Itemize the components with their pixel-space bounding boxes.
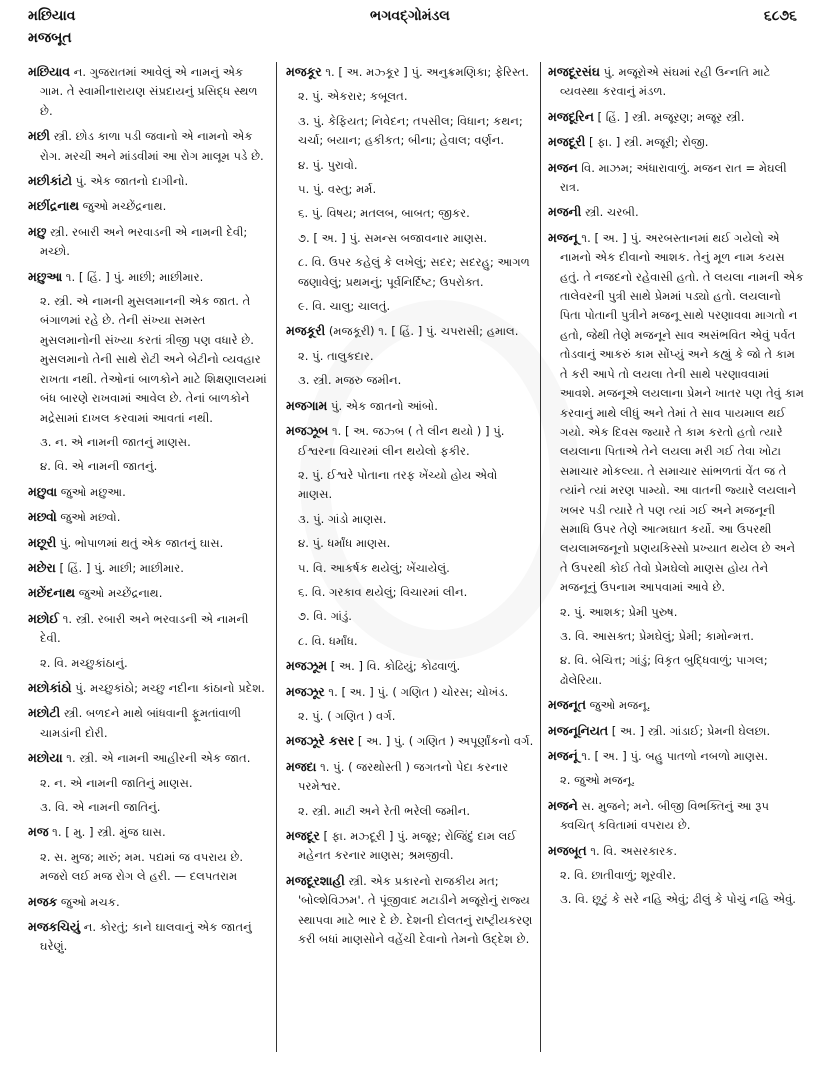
column-1 [28,62,268,962]
definition-text: ૨. વિ. મચ્છુકાંઠાનું. [40,655,128,670]
definition-text: વિ. માઝમ; અંધારાવાળું. મજન રાત = મેઘલી રાત્ર. [560,160,787,195]
dictionary-entry [28,126,268,166]
definition-text: ૧. પું. ( જરથોસ્તી ) જગતનો પેદા કરનાર પરમેશ્વર. [298,759,509,794]
definition-text: ૯. વિ. ચાલુ; ચાલતું. [298,299,391,314]
definition-text: સ. મુજને; મને. બીજી વિભક્તિનું આ રૂપ ક્વચિત્ કવિતામાં વપરાય છે. [560,798,769,833]
dictionary-entry [28,482,268,502]
dictionary-entry [28,892,268,912]
headword: મછ્વો [28,509,57,525]
headword: મછી [28,128,50,144]
dictionary-entry [286,421,534,461]
headword: મછીકાંટો [28,173,72,189]
headword: મછૂરી [28,534,57,550]
headword: મજદૂર [286,828,320,843]
dictionary-entry [28,507,268,527]
headword: મજકૂર [286,64,322,79]
definition-text: ૨. સ્ત્રી. માટી અને રેતી ભરેલી જમીન. [298,803,471,818]
headword: મજદૂરસંઘ [548,64,600,79]
definition-text: પું. એક જાતનો દાગીનો. [75,174,189,189]
dictionary-entry [548,721,804,741]
definition-text: જુઓ મછુઆ. [60,484,126,499]
entry-sense [286,297,534,316]
definition-text: ૧. [ અ. ] પું. ( ગણિત ) ચોરસ; ચોખંડ. [328,684,509,699]
definition-text: ૨. પું. એકરાર; કબૂલત. [298,89,408,104]
page-number: ૬૮૭૬ [763,8,797,24]
definition-text: સ્ત્રી. એક પ્રકારનો રાજકીય મત; 'બોલ્શેવિઝમ'. તે પૂંજીવાદ મટાડીને મજૂરોનું રાજ્ય સ્થાપવા માટે ભાર દે છે. દેશની દોલતનું રાષ્ટ્રીયકરણ કરી બધાં માણસોને વહેંચી દેવાનો તેમનો ઉદ્દેશ છે. [298,873,533,947]
column-divider [276,62,277,1052]
definition-text: ૩. વિ. એ નામની જાતિનું. [40,800,161,814]
definition-text: [ ફા. ] સ્ત્રી. મજૂરી; રોજી. [589,135,709,150]
headword: મજદૂરશાહી [286,872,345,888]
entry-sense [28,292,268,428]
headword: મછોટી [28,705,61,721]
definition-text: ૬. વિ. ગરકાવ થયેલું; વિચારમાં લીન. [298,584,468,599]
definition-text: ૧. [ મુ. ] સ્ત્રી. મુંજ ઘાસ. [52,825,166,840]
entry-sense [28,798,268,817]
entry-sense [286,253,534,292]
definition-text: ૧. વિ. અસરકારક. [590,843,678,858]
guide-word-first: મછિયાવ [28,8,76,24]
entry-sense [286,559,534,578]
definition-text: ૨. પું. ( ગણિત ) વર્ગ. [298,708,396,723]
definition-text: ૨. વિ. છાતીવાળું; શૂરવીર. [560,868,677,883]
entry-sense [548,603,804,622]
definition-text: [ હિં. ] સ્ત્રી. મજૂરણ; મજૂર સ્ત્રી. [597,109,745,124]
dictionary-entry [548,695,804,715]
entry-sense [286,156,534,175]
entry-sense [548,771,804,790]
dictionary-entry [28,917,268,957]
entry-sense [286,707,534,726]
definition-text: (મજકૂરી) ૧. [ હિં. ] પું. ચપરાસી; હમાલ. [328,324,519,339]
entry-sense [286,632,534,651]
definition-text: ૨. સ્ત્રી. એ નામની મુસલમાનની એક જાત. તે બંગાળમાં રહે છે. તેની સંખ્યા સમસ્ત મુસલમાનોની સંખ્યા કરતાં ત્રીજી પણ વધારે છે. મુસલમાનો તેની સાથે રોટી અને બેટીનો વ્યવહાર રાખતા નથી. તેઓનાં બાળકોને માટે શિક્ષણાલયમાં બંધ બારણે રાખવામાં આવેલ છે. તેનાં બાળકોને મદ્રેસામાં દાખલ કરવામાં આવતાં નથી. [40,294,267,425]
dictionary-entry [286,731,534,751]
entry-sense [286,371,534,390]
definition-text: ૪. વિ. એ નામની જાતનું. [40,459,158,474]
definition-text: ૧. [ અ. જઝ્બ ( તે લીન થયો ) ] પું. ઈશ્વરના વિચારમાં લીન થયેલો ફકીર. [298,424,505,458]
headword: મજઝૂબ [286,423,329,439]
dictionary-entry [28,62,268,121]
guide-word-last: મજબૂત [28,30,72,46]
definition-text: ૩. સ્ત્રી. મજરુ જમીન. [298,373,402,388]
dictionary-entry [548,107,804,127]
definition-text: ૩. પું. કેફિયત; નિવેદન; તપસીલ; વિધાન; કથન; ચર્ચા; બયાન; હકીકત; બીના; હેવાલ; વર્ણન. [298,113,523,148]
dictionary-entry [28,533,268,553]
headword: મજનૂનિયત [548,722,609,738]
dictionary-entry [28,558,268,578]
definition-text: ૫. પું. વસ્તુ; મર્મ. [298,182,377,197]
definition-text: સ્ત્રી. ચરબી. [584,205,639,220]
column-2 [286,62,534,954]
dictionary-entry [28,609,268,649]
headword: મજનૂ [548,229,578,245]
definition-text: ૩. પું. ગાંડો માણસ. [298,511,387,526]
entry-sense [286,180,534,199]
headword: મજબૂત [548,842,587,858]
definition-text: ૨. પું. ઈશ્વરે પોતાના તરફ ખેંચ્યો હોય એવો માણસ. [298,467,498,502]
dictionary-entry [28,171,268,191]
entry-sense [286,802,534,821]
dictionary-entry [28,748,268,768]
headword: મછીંદ્રનાથ [28,198,79,214]
column-3 [548,62,804,915]
entry-sense [28,654,268,673]
dictionary-entry [28,583,268,603]
definition-text: ૮. વિ. ઉપર કહેલું કે લખેલું; સદર; સદરહુ; આગળ જણાવેલું; પ્રથમનું; પૂર્વનિર્દિષ્ટ; ઉપરોક્ત. [298,255,530,289]
definition-text: ૨. સ. મુજ; મારું; મમ. પદ્યમાં જ વપરાય છે. મજરો લઈ મજ રોગ લે હરી. — દલપતરામ [40,849,244,884]
headword: મજકચિયું [28,919,81,935]
definition-text: [ અ. ] વિ. કોઢિયું; કોઢવાળું. [330,659,461,674]
headword: મછોઈ [28,610,59,626]
definition-text: ૩. ન. એ નામની જાતનું માણસ. [40,434,191,449]
dictionary-entry [286,757,534,797]
definition-text: ૪. વિ. બેચિત્ત; ગાંડું; વિકૃત બુદ્ધિવાળું; પાગલ; ઢોલેરિયા. [560,653,768,687]
definition-text: જુઓ મજનૂ. [589,698,651,713]
definition-text: સ્ત્રી. બળદને માથે બાંધવાની ફૂમતાંવાળી ચામડાંની દોરી. [40,706,241,740]
definition-text: ૮. વિ. ધર્માંધ. [298,633,358,648]
definition-text: ૭. વિ. ગાંડું. [298,609,352,624]
page-title: ભગવદ્ગોમંડલ [370,8,450,24]
dictionary-entry [286,871,534,950]
dictionary-entry [286,396,534,416]
dictionary-entry [286,826,534,866]
definition-text: પું. એક જાતનો આંબો. [331,398,438,413]
definition-text: [ હિં. ] પું. માછી; માછીમાર. [59,560,184,575]
definition-text: ૩. વિ. છૂટું કે સરે નહિ એવું; ઢીલું કે પોચું નહિ એવું. [560,892,796,907]
definition-text: ૧. [ અ. ] પું. અરબસ્તાનમાં થઈ ગયેલો એ નામનો એક દીવાનો આશક. તેનું મૂળ નામ કયસ હતું. તે નજદનો રહેવાસી હતો. તે લયલા નામની એક તાલેવરની પુત્રી સાથે પ્રેમમાં પડ્યો હતો. લયલાનો પિતા પોતાની પુત્રીને મજનૂ સાથે પરણાવવા માગતો ન હતો, જેથી તેણે મજનૂને સાવ અસંભવિત એવું પર્વત તોડવાનું આકરું કામ સોંપ્યું અને કહ્યું કે જો તે કામ તે કરી આપે તો લયલા તેની સાથે પરણાવવામાં આવશે. મજનૂએ લયલાના પ્રેમને ખાતર પણ તેવું કામ કરવાનું માથે લીધું અને તેમાં તે સાવ પાયમાલ થઈ ગયો. એક દિવસ જ્યારે તે કામ કરતો હતો ત્યારે લયલાના પિતાએ તેને લયલા મરી ગઈ તેવા ખોટા સમાચાર મોકલ્યા. તે સમાચાર સાંભળતાં વેંત જ તે ત્યાંને ત્યાં મરણ પામ્યો. આ વાતની જ્યારે લયલાને ખબર પડી ત્યારે તે પણ ત્યાં ગઈ અને મજનૂની સમાધિ ઉપર તેણે આત્મઘાત કર્યો. આ ઉપરથી લયલામજનૂનો પ્રણયકિસ્સો પ્રખ્યાત થયેલ છે અને તે ઉપરથી કોઈ તેવો પ્રેમઘેલો માણસ હોય તેને મજનૂનું ઉપનામ આપવામાં આવે છે. [560,230,804,595]
entry-sense [548,627,804,646]
dictionary-entry [28,822,268,842]
headword: મજનૂં [548,748,578,763]
headword: મજદા [286,758,317,774]
definition-text: [ અ. ] સ્ત્રી. ગાંડાઈ; પ્રેમની ઘેલછા. [611,723,771,738]
dictionary-entry [548,228,804,598]
headword: મછોયા [28,750,63,766]
headword: મજઝૂર [286,683,325,699]
entry-sense [286,534,534,553]
definition-text: ન. કોરતું; કાને ઘાલવાનું એક જાતનું ઘરેણું. [40,920,252,954]
entry-sense [548,866,804,885]
entry-sense [286,112,534,151]
entry-sense [286,347,534,366]
definition-text: ૨. જુઓ મજનૂ. [560,773,636,788]
definition-text: જુઓ મછ્વો. [60,510,121,525]
headword: મછેરા [28,559,56,575]
headword: મજઝૂમ [286,658,328,674]
definition-text: ૬. પું. વિષય; મતલબ, બાબત; જીકર. [298,206,470,221]
headword: મછુ [28,223,47,239]
headword: મછુઆ [28,268,63,284]
definition-text: સ્ત્રી. રબારી અને ભરવાડની એ નામની દેવી; મચ્છો. [40,224,248,259]
entry-sense [28,848,268,887]
dictionary-entry [28,222,268,262]
entry-sense [286,87,534,106]
entry-sense [286,466,534,505]
headword: મછોકાંઠો [28,679,72,695]
dictionary-entry [286,321,534,341]
definition-text: [ અ. ] પું. ( ગણિત ) અપૂર્ણાંકનો વર્ગ. [357,734,534,749]
dictionary-entry [28,678,268,698]
definition-text: ૪. પું. ધર્માંધ માણસ. [298,536,391,551]
definition-text: ૨. પું. આશક; પ્રેમી પુરુષ. [560,604,678,619]
headword: મજદૂરી [548,134,586,150]
definition-text: ૧. સ્ત્રી. એ નામની આહીરની એક જાત. [66,751,251,766]
headword: મજનૂત [548,697,586,713]
definition-text: પું. ભોપાળમાં થતું એક જાતનું ઘાસ. [59,535,224,550]
dictionary-entry [286,682,534,702]
definition-text: જુઓ મચ્છેંદ્રનાથ. [78,586,163,601]
dictionary-entry [548,841,804,861]
dictionary-entry [548,132,804,152]
definition-text: ૨. પું. તાલુકદાર. [298,348,374,363]
dictionary-entry [548,62,804,102]
entry-sense [28,774,268,793]
dictionary-entry [548,202,804,222]
entry-sense [548,651,804,690]
definition-text: ૫. વિ. આકર્ષક થયેલું; ખેંચાયેલું. [298,560,450,575]
headword: મછુવા [28,483,58,499]
dictionary-entry [548,746,804,766]
definition-text: જુઓ મચક. [60,894,120,909]
column-divider [540,62,541,1052]
definition-text: ન. ગુજરાતમાં આવેલું એ નામનું એક ગામ. તે સ્વામીનારાયણ સંપ્રદાયનું પ્રસિદ્ધ સ્થળ છે. [40,65,258,118]
entry-sense [286,229,534,248]
dictionary-entry [28,196,268,216]
headword: મછિયાવ [28,64,71,79]
headword: મજઝૂરે કસર [286,733,355,749]
definition-text: ૧. [ હિં. ] પું. માછી; માછીમાર. [65,269,204,284]
definition-text: ૧. સ્ત્રી. રબારી અને ભરવાડની એ નામની દેવી. [40,611,249,646]
definition-text: [ ફા. મઝ્દૂરી ] પું. મજૂર; રોજિંદું દામ લઈ મહેનત કરનાર માણસ; શ્રમજીવી. [298,829,517,863]
headword: મજદૂરિન [548,108,594,124]
headword: મજ [28,824,49,840]
definition-text: ૧. [ અ. મઝ્કૂર ] પું. અનુક્રમણિકા; ફેરિસ્ત. [325,65,529,79]
headword: મછેંદનાથ [28,585,76,601]
headword: મજની [548,204,582,220]
entry-sense [28,433,268,452]
headword: મજને [548,797,578,813]
dictionary-entry [548,796,804,836]
definition-text: ૪. પું. પુરાવો. [298,157,358,172]
definition-text: ૭. [ અ. ] પું. સમન્સ બજાવનાર માણસ. [298,230,488,245]
definition-text: ૨. ન. એ નામની જાતિનું માણસ. [40,775,193,790]
dictionary-entry [548,158,804,198]
definition-text: પું. મજૂરોએ સંઘમાં રહી ઉન્નતિ માટે વ્યવસ્થા કરવાનું મંડળ. [560,65,771,99]
dictionary-entry [28,703,268,743]
headword: મજકૂરી [286,323,326,339]
entry-sense [28,457,268,476]
headword: મજગામ [286,397,328,413]
headword: મજન [548,159,578,175]
entry-sense [286,510,534,529]
entry-sense [286,204,534,223]
definition-text: પું. મચ્છુકાંઠો; મચ્છુ નદીના કાંઠાનો પ્રદેશ. [75,680,265,695]
headword: મજક [28,893,58,909]
entry-sense [286,583,534,602]
dictionary-entry [286,656,534,676]
dictionary-entry [28,267,268,287]
definition-text: ૧. [ અ. ] પું. બહુ પાતળો નબળો માણસ. [581,749,769,763]
definition-text: સ્ત્રી. છોડ કાળા પડી જવાનો એ નામનો એક રોગ. મરચી અને માંડવીમાં આ રોગ માલૂમ પડે છે. [40,129,264,163]
dictionary-entry [286,62,534,82]
entry-sense [286,607,534,626]
definition-text: જુઓ મચ્છેંદ્રનાથ. [82,199,167,214]
definition-text: ૩. વિ. આસક્ત; પ્રેમઘેલું; પ્રેમી; કામોન્મત્ત. [560,628,754,643]
entry-sense [548,890,804,909]
